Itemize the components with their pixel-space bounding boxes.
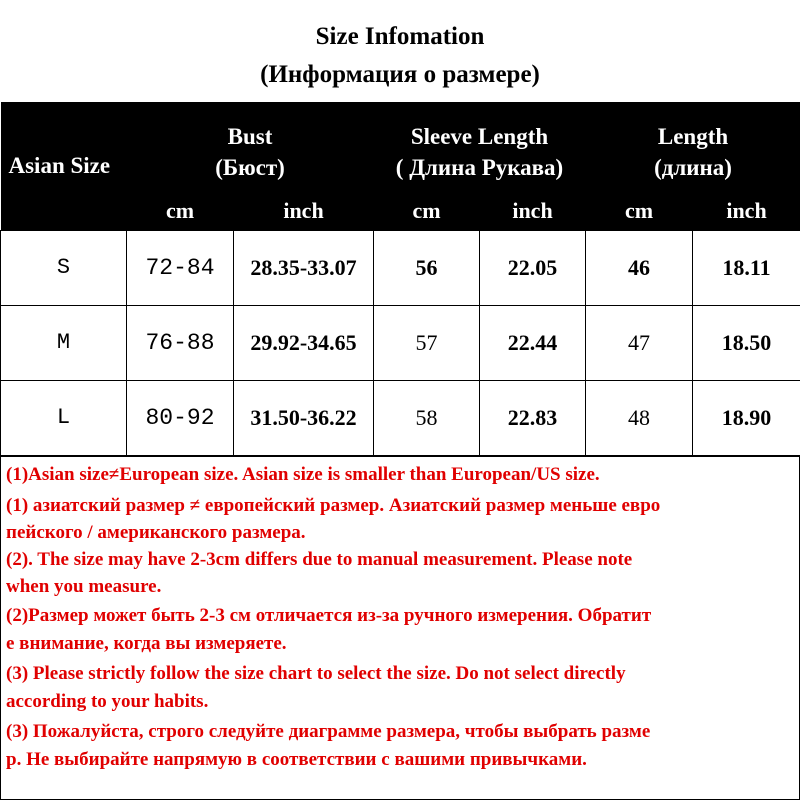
size-cell: S bbox=[1, 230, 127, 305]
sleeve-inch-cell: 22.44 bbox=[480, 305, 586, 380]
length-header-label-ru: (длина) bbox=[654, 155, 732, 181]
size-cell: L bbox=[1, 380, 127, 455]
length-cm-cell: 48 bbox=[586, 380, 693, 455]
note-line: when you measure. bbox=[6, 576, 162, 597]
table-row bbox=[1, 230, 800, 305]
length-header-label: Length bbox=[657, 124, 729, 150]
notes-section bbox=[0, 456, 800, 800]
length-header bbox=[586, 102, 800, 192]
note-line: (2). The size may have 2-3cm differs due to manual measurement. Please note bbox=[6, 549, 633, 570]
unit-header: cm bbox=[586, 192, 693, 230]
bust-cm-cell: 72-84 bbox=[127, 230, 234, 305]
unit-header: inch bbox=[693, 192, 800, 230]
unit-header: cm bbox=[127, 192, 234, 230]
note-line: (3) Пожалуйста, строго следуйте диаграмме размера, чтобы выбрать разме bbox=[6, 721, 651, 742]
table-row bbox=[1, 305, 800, 380]
size-table bbox=[0, 102, 800, 456]
bust-header bbox=[127, 102, 374, 192]
size-cell: M bbox=[1, 305, 127, 380]
note-line: е внимание, когда вы измеряете. bbox=[6, 633, 287, 654]
note-line: р. Не выбирайте напрямую в соответствии с вашими привычками. bbox=[6, 749, 587, 770]
length-inch-cell: 18.50 bbox=[693, 305, 800, 380]
bust-inch-cell: 28.35-33.07 bbox=[234, 230, 374, 305]
notes-border-left bbox=[0, 456, 1, 800]
note-line: (1) азиатский размер ≠ европейский размер. Азиатский размер меньше евро bbox=[6, 495, 661, 516]
bust-header-label: Bust bbox=[227, 124, 273, 150]
note-line: (1)Asian size≠European size. Asian size is smaller than European/US size. bbox=[6, 464, 600, 485]
page-title: Size Infomation bbox=[315, 23, 485, 50]
sleeve-inch-cell: 22.05 bbox=[480, 230, 586, 305]
sleeve-cm-cell: 58 bbox=[374, 380, 480, 455]
unit-header: cm bbox=[374, 192, 480, 230]
sleeve-inch-cell: 22.83 bbox=[480, 380, 586, 455]
sleeve-length-header-label-ru: ( Длина Рукава) bbox=[395, 155, 564, 181]
bust-inch-cell: 31.50-36.22 bbox=[234, 380, 374, 455]
unit-header: inch bbox=[480, 192, 586, 230]
length-cm-cell: 46 bbox=[586, 230, 693, 305]
sleeve-cm-cell: 56 bbox=[374, 230, 480, 305]
unit-header: inch bbox=[234, 192, 374, 230]
note-line: (2)Размер может быть 2-3 см отличается из-за ручного измерения. Обратит bbox=[6, 605, 652, 626]
sleeve-length-header-label: Sleeve Length bbox=[410, 124, 549, 150]
note-line: пейского / американского размера. bbox=[6, 522, 306, 543]
page-subtitle: (Информация о размере) bbox=[260, 61, 540, 88]
asian-size-header: Asian Size bbox=[1, 102, 127, 230]
sleeve-length-header bbox=[374, 102, 586, 192]
bust-inch-cell: 29.92-34.65 bbox=[234, 305, 374, 380]
length-inch-cell: 18.90 bbox=[693, 380, 800, 455]
table-header-row bbox=[1, 102, 800, 192]
sleeve-cm-cell: 57 bbox=[374, 305, 480, 380]
length-cm-cell: 47 bbox=[586, 305, 693, 380]
table-row bbox=[1, 380, 800, 455]
bust-cm-cell: 80-92 bbox=[127, 380, 234, 455]
length-inch-cell: 18.11 bbox=[693, 230, 800, 305]
bust-header-label-ru: (Бюст) bbox=[215, 155, 285, 181]
note-line: (3) Please strictly follow the size chart to select the size. Do not select directly bbox=[6, 663, 626, 684]
bust-cm-cell: 76-88 bbox=[127, 305, 234, 380]
note-line: according to your habits. bbox=[6, 691, 209, 712]
